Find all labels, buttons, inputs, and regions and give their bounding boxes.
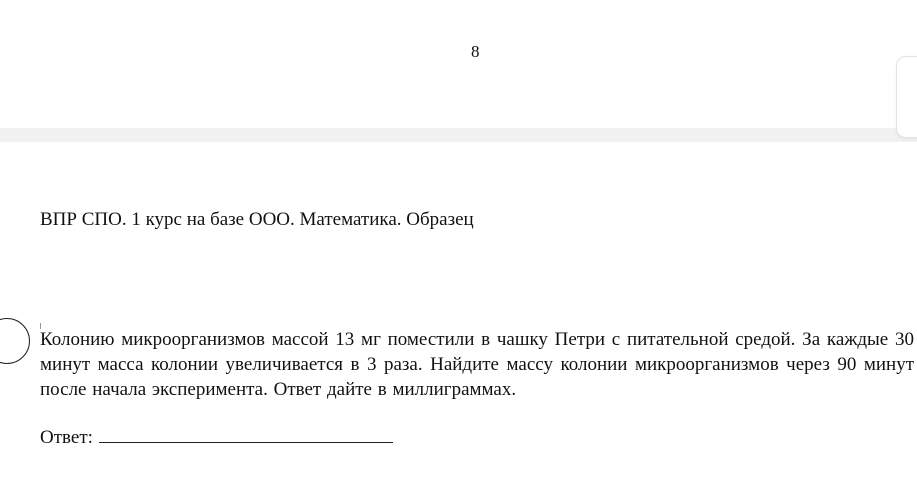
page-number: 8	[471, 42, 480, 61]
answer-label: Ответ:	[40, 427, 93, 448]
answer-blank-line[interactable]	[99, 426, 393, 443]
answer-row	[40, 426, 393, 449]
side-panel-tab[interactable]	[896, 56, 917, 138]
document-header: ВПР СПО. 1 курс на базе ООО. Математика. Образец	[40, 209, 474, 230]
previous-page-bottom	[0, 0, 917, 128]
task-text: Колонию микроорганизмов массой 13 мг поместили в чашку Петри с питательной средой. За каждые 30 минут масса колонии увеличивается в 3 раза. Найдите массу колонии микроорганизмов через 90 минут после начала эксперимента. Ответ дайте в миллиграммах.	[40, 329, 914, 400]
page-separator	[0, 128, 917, 142]
